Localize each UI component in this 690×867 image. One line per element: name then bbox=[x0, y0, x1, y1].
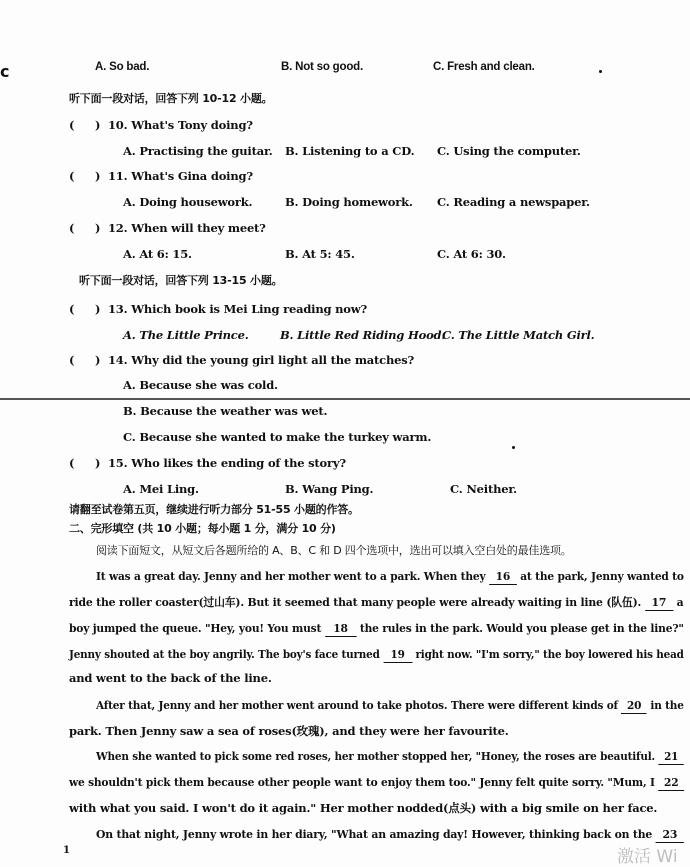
option-c: C. Fresh and clean. bbox=[433, 61, 535, 73]
question-text: 12. When will they meet? bbox=[108, 221, 266, 235]
page-number: 1 bbox=[63, 845, 70, 856]
q14-option-c: C. Because she wanted to make the turkey warm. bbox=[123, 430, 432, 444]
page-fold-line bbox=[0, 398, 690, 400]
blank-17[interactable]: 17 bbox=[645, 594, 673, 611]
passage-line: park. Then Jenny saw a sea of roses(玫瑰), and they were her favourite. bbox=[69, 724, 509, 738]
passage-text: Jenny shouted at the boy angrily. The boy's face turned bbox=[69, 647, 380, 661]
passage-line bbox=[96, 748, 684, 765]
passage-line bbox=[69, 774, 684, 791]
answer-paren-open: ( bbox=[69, 169, 75, 183]
passage-line bbox=[69, 646, 684, 663]
blank-20[interactable]: 20 bbox=[621, 697, 647, 714]
passage-text: When she wanted to pick some red roses, her mother stopped her, "Honey, the roses are beautiful. bbox=[96, 749, 655, 763]
activation-watermark: 激活 Wi bbox=[617, 847, 678, 867]
question-text: 13. Which book is Mei Ling reading now? bbox=[108, 302, 368, 316]
option-a: A. Practising the guitar. bbox=[123, 144, 273, 158]
answer-paren-close: ) bbox=[95, 456, 101, 470]
passage-line bbox=[96, 697, 684, 714]
passage-line: and went to the back of the line. bbox=[69, 671, 272, 685]
blank-16[interactable]: 16 bbox=[489, 568, 517, 585]
option-c: C. Neither. bbox=[450, 482, 517, 496]
answer-paren-open: ( bbox=[69, 221, 75, 235]
passage-line bbox=[69, 620, 684, 637]
passage-line bbox=[96, 568, 684, 585]
option-c: C. Using the computer. bbox=[437, 144, 581, 158]
answer-paren-close: ) bbox=[95, 353, 101, 367]
option-a: A. The Little Prince. bbox=[123, 328, 249, 342]
answer-paren-open: ( bbox=[69, 353, 75, 367]
passage-text: at the park, Jenny wanted to bbox=[520, 569, 684, 583]
section-heading-13-15: 听下面一段对话，回答下列 13-15 小题。 bbox=[79, 274, 283, 287]
passage-text: a bbox=[676, 595, 684, 609]
answer-paren-open: ( bbox=[69, 118, 75, 132]
option-c: C. Reading a newspaper. bbox=[437, 195, 590, 209]
passage-text: in the bbox=[650, 698, 684, 712]
question-text: 10. What's Tony doing? bbox=[108, 118, 253, 132]
blank-22[interactable]: 22 bbox=[658, 774, 684, 791]
option-a: A. Doing housework. bbox=[123, 195, 253, 209]
blank-21[interactable]: 21 bbox=[658, 748, 683, 765]
answer-paren-close: ) bbox=[95, 302, 101, 316]
answer-paren-close: ) bbox=[95, 118, 101, 132]
option-b: B. Doing homework. bbox=[285, 195, 413, 209]
section-heading-10-12: 听下面一段对话，回答下列 10-12 小题。 bbox=[69, 92, 273, 105]
passage-text: boy jumped the queue. "Hey, you! You must bbox=[69, 621, 322, 635]
speck bbox=[512, 446, 515, 449]
option-b: B. Not so good. bbox=[281, 61, 363, 73]
passage-text: It was a great day. Jenny and her mother went to a park. When they bbox=[96, 569, 486, 583]
option-a: A. Mei Ling. bbox=[123, 482, 199, 496]
answer-paren-open: ( bbox=[69, 302, 75, 316]
blank-23[interactable]: 23 bbox=[656, 826, 684, 843]
answer-paren-open: ( bbox=[69, 456, 75, 470]
option-b: B. Little Red Riding Hood. bbox=[280, 328, 446, 342]
cloze-instruction: 阅读下面短文，从短文后各题所给的 A、B、C 和 D 四个选项中，选出可以填入空白处的最佳选项。 bbox=[96, 544, 572, 557]
answer-paren-close: ) bbox=[95, 169, 101, 183]
option-a: A. So bad. bbox=[95, 61, 150, 73]
edge-mark: c bbox=[0, 62, 10, 81]
q14-option-a: A. Because she was cold. bbox=[123, 378, 278, 392]
question-text: 15. Who likes the ending of the story? bbox=[108, 456, 346, 470]
passage-text: right now. "I'm sorry," the boy lowered his head bbox=[415, 647, 684, 661]
cloze-section-heading: 二、完形填空 (共 10 小题；每小题 1 分，满分 10 分) bbox=[69, 522, 336, 535]
option-c: C. The Little Match Girl. bbox=[442, 328, 595, 342]
speck bbox=[599, 70, 602, 73]
option-b: B. Listening to a CD. bbox=[285, 144, 415, 158]
passage-text: the rules in the park. Would you please get in the line?" bbox=[359, 621, 684, 635]
answer-paren-close: ) bbox=[95, 221, 101, 235]
passage-text: we shouldn't pick them because other people want to enjoy them too." Jenny felt quite sorry. "Mum, I bbox=[69, 775, 655, 789]
option-a: A. At 6: 15. bbox=[123, 247, 192, 261]
option-b: B. At 5: 45. bbox=[285, 247, 355, 261]
blank-18[interactable]: 18 bbox=[325, 620, 357, 637]
passage-line bbox=[96, 826, 684, 843]
passage-line: with what you said. I won't do it again." Her mother nodded(点头) with a big smile on her face. bbox=[69, 801, 658, 815]
question-text: 11. What's Gina doing? bbox=[108, 169, 253, 183]
passage-text: ride the roller coaster(过山车). But it seemed that many people were already waiting in line (队伍). bbox=[69, 595, 642, 609]
passage-line bbox=[69, 594, 683, 611]
passage-text: On that night, Jenny wrote in her diary, "What an amazing day! However, thinking back on the bbox=[96, 827, 653, 841]
turn-page-note: 请翻至试卷第五页，继续进行听力部分 51-55 小题的作答。 bbox=[69, 503, 359, 516]
option-c: C. At 6: 30. bbox=[437, 247, 506, 261]
q14-option-b: B. Because the weather was wet. bbox=[123, 404, 328, 418]
passage-text: After that, Jenny and her mother went around to take photos. There were different kinds of bbox=[96, 698, 618, 712]
blank-19[interactable]: 19 bbox=[383, 646, 412, 663]
question-text: 14. Why did the young girl light all the matches? bbox=[108, 353, 415, 367]
option-b: B. Wang Ping. bbox=[285, 482, 374, 496]
